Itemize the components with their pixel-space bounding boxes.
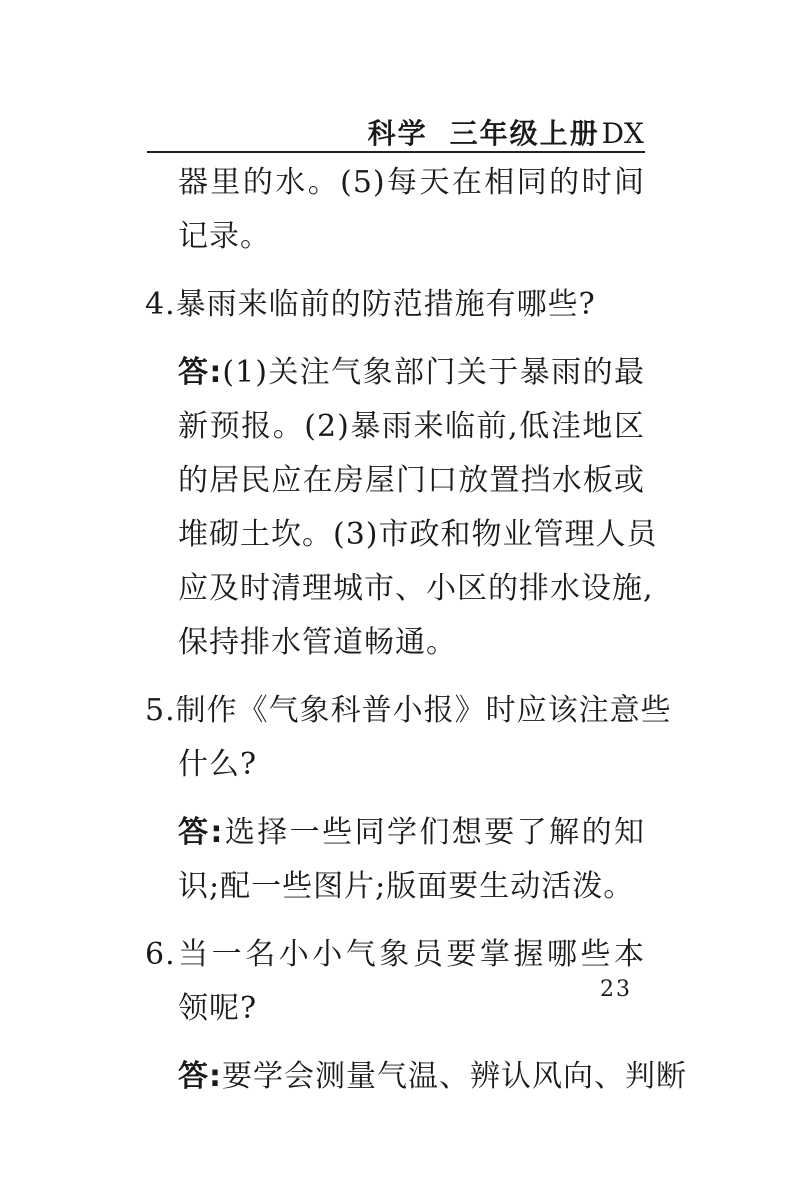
- question-6: [145, 928, 645, 982]
- answer-4-line: [145, 346, 645, 400]
- answer-5-line: [145, 806, 645, 860]
- text-line: 应及时清理城市、小区的排水设施,: [178, 571, 654, 606]
- header-subject: 科学: [367, 117, 428, 150]
- question-text: 制作《气象科普小报》时应该注意些: [175, 693, 672, 728]
- answer-6-line: [145, 1050, 687, 1104]
- question-number: 4.: [145, 287, 176, 322]
- answer-label: 答:: [178, 1059, 222, 1094]
- header-grade: 三年级上册: [449, 117, 600, 150]
- text-line: 器里的水。(5)每天在相同的时间: [178, 165, 645, 200]
- text-line: 识;配一些图片;版面要生动活泼。: [178, 869, 635, 904]
- text-line: 堆砌土坎。(3)市政和物业管理人员: [178, 517, 658, 552]
- page-number: 23: [600, 977, 632, 1002]
- text-line: 什么?: [178, 747, 258, 782]
- answer-label: 答:: [178, 815, 224, 850]
- answer-text: 选择一些同学们想要了解的知: [223, 815, 646, 850]
- question-5: [145, 684, 672, 738]
- question-text: 当一名小小气象员要掌握哪些本: [175, 937, 645, 972]
- question-number: 6.: [145, 937, 176, 972]
- header-code: DX: [601, 117, 644, 150]
- question-text: 暴雨来临前的防范措施有哪些?: [175, 287, 596, 322]
- running-header: [368, 112, 644, 152]
- answer-content: [145, 156, 687, 1104]
- header-rule: [147, 151, 645, 153]
- question-number: 5.: [145, 693, 176, 728]
- answer-text: (1)关注气象部门关于暴雨的最: [222, 355, 645, 390]
- question-4: [145, 278, 645, 332]
- answer-text: 要学会测量气温、辨认风向、判断: [222, 1059, 687, 1094]
- text-line: 保持排水管道畅通。: [178, 625, 457, 660]
- text-line: 记录。: [178, 219, 271, 254]
- text-line: 领呢?: [178, 991, 258, 1026]
- text-line: 新预报。(2)暴雨来临前,低洼地区: [178, 409, 645, 444]
- answer-label: 答:: [178, 355, 223, 390]
- text-line: 的居民应在房屋门口放置挡水板或: [178, 463, 645, 498]
